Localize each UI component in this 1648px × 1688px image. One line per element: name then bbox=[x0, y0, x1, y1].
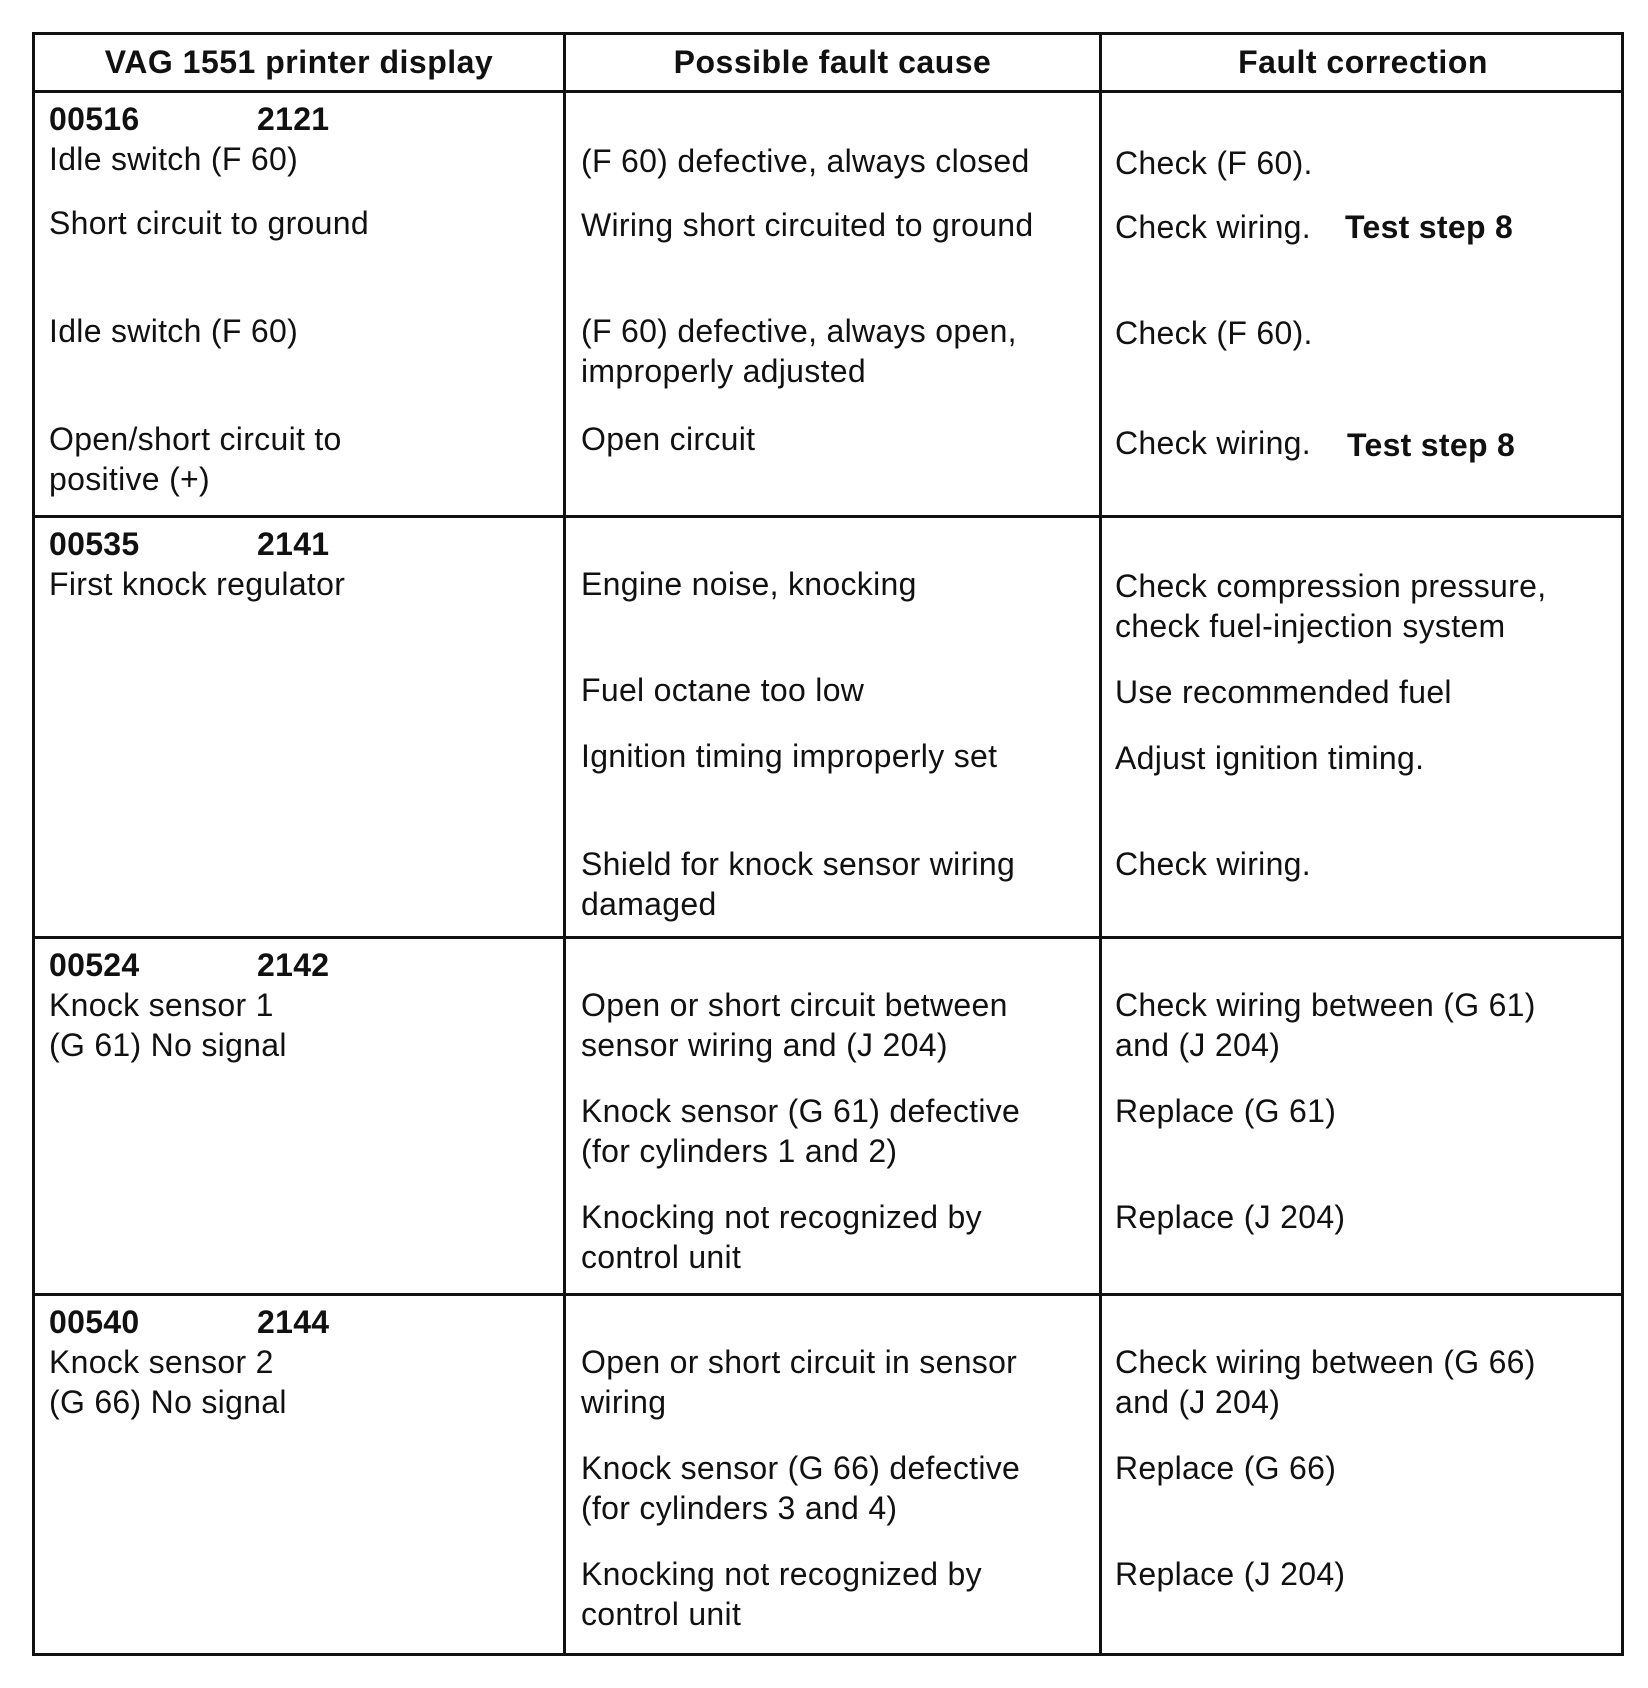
fault-correction: Use recommended fuel bbox=[1115, 674, 1452, 710]
fault-group-00524 bbox=[35, 939, 1621, 1296]
fault-correction: Check wiring between (G 66) and (J 204) bbox=[1115, 1344, 1536, 1420]
fault-correction: Replace (J 204) bbox=[1115, 1199, 1346, 1235]
fault-correction: Check wiring. bbox=[1115, 846, 1311, 882]
fault-code: 00535 bbox=[49, 526, 140, 562]
blink-code: 2121 bbox=[257, 101, 330, 137]
fault-title: Knock sensor 1 (G 61) No signal bbox=[49, 987, 287, 1063]
fault-correction: Check wiring. bbox=[1115, 425, 1311, 461]
fault-title: Idle switch (F 60) bbox=[49, 141, 299, 177]
fault-correction: Adjust ignition timing. bbox=[1115, 740, 1425, 776]
fault-cause: (F 60) defective, always open, improperly adjusted bbox=[581, 313, 1017, 389]
table-header bbox=[35, 35, 1621, 93]
fault-cause: Knock sensor (G 61) defective (for cylinders 1 and 2) bbox=[581, 1093, 1021, 1169]
fault-title: First knock regulator bbox=[49, 566, 346, 602]
fault-cause: Engine noise, knocking bbox=[581, 566, 917, 602]
blink-code: 2144 bbox=[257, 1304, 330, 1340]
fault-correction: Check (F 60). bbox=[1115, 145, 1313, 181]
fault-correction: Check wiring between (G 61) and (J 204) bbox=[1115, 987, 1536, 1063]
fault-cause: Ignition timing improperly set bbox=[581, 738, 998, 774]
fault-cause: Wiring short circuited to ground bbox=[581, 207, 1034, 243]
fault-description: Short circuit to ground bbox=[49, 205, 369, 241]
fault-cause: Open or short circuit between sensor wiring and (J 204) bbox=[581, 987, 1008, 1063]
fault-code: 00516 bbox=[49, 101, 140, 137]
blink-code: 2141 bbox=[257, 526, 330, 562]
fault-cause: (F 60) defective, always closed bbox=[581, 143, 1030, 179]
header-fault-correction: Fault correction bbox=[1238, 44, 1488, 80]
header-fault-cause: Possible fault cause bbox=[673, 44, 992, 80]
fault-correction: Replace (G 66) bbox=[1115, 1450, 1337, 1486]
test-step-reference: Test step 8 bbox=[1345, 209, 1514, 245]
fault-description: Open/short circuit to positive (+) bbox=[49, 421, 342, 497]
fault-correction: Replace (J 204) bbox=[1115, 1556, 1346, 1592]
fault-table bbox=[32, 32, 1624, 1656]
fault-code: 00524 bbox=[49, 947, 140, 983]
fault-cause: Knocking not recognized by control unit bbox=[581, 1556, 982, 1632]
fault-cause: Shield for knock sensor wiring damaged bbox=[581, 846, 1016, 922]
fault-correction: Check wiring. bbox=[1115, 209, 1311, 245]
fault-cause: Knocking not recognized by control unit bbox=[581, 1199, 982, 1275]
blink-code: 2142 bbox=[257, 947, 330, 983]
fault-group-00540 bbox=[35, 1296, 1621, 1653]
fault-title: Knock sensor 2 (G 66) No signal bbox=[49, 1344, 287, 1420]
fault-group-00516 bbox=[35, 93, 1621, 518]
fault-cause: Fuel octane too low bbox=[581, 672, 865, 708]
fault-cause: Open or short circuit in sensor wiring bbox=[581, 1344, 1018, 1420]
fault-correction: Check (F 60). bbox=[1115, 315, 1313, 351]
header-printer-display: VAG 1551 printer display bbox=[104, 44, 494, 80]
fault-code: 00540 bbox=[49, 1304, 140, 1340]
fault-group-00535 bbox=[35, 518, 1621, 939]
fault-correction: Replace (G 61) bbox=[1115, 1093, 1337, 1129]
fault-cause: Knock sensor (G 66) defective (for cylinders 3 and 4) bbox=[581, 1450, 1021, 1526]
fault-cause: Open circuit bbox=[581, 421, 756, 457]
fault-description: Idle switch (F 60) bbox=[49, 313, 299, 349]
test-step-reference: Test step 8 bbox=[1347, 427, 1516, 463]
fault-correction: Check compression pressure, check fuel-injection system bbox=[1115, 568, 1547, 644]
